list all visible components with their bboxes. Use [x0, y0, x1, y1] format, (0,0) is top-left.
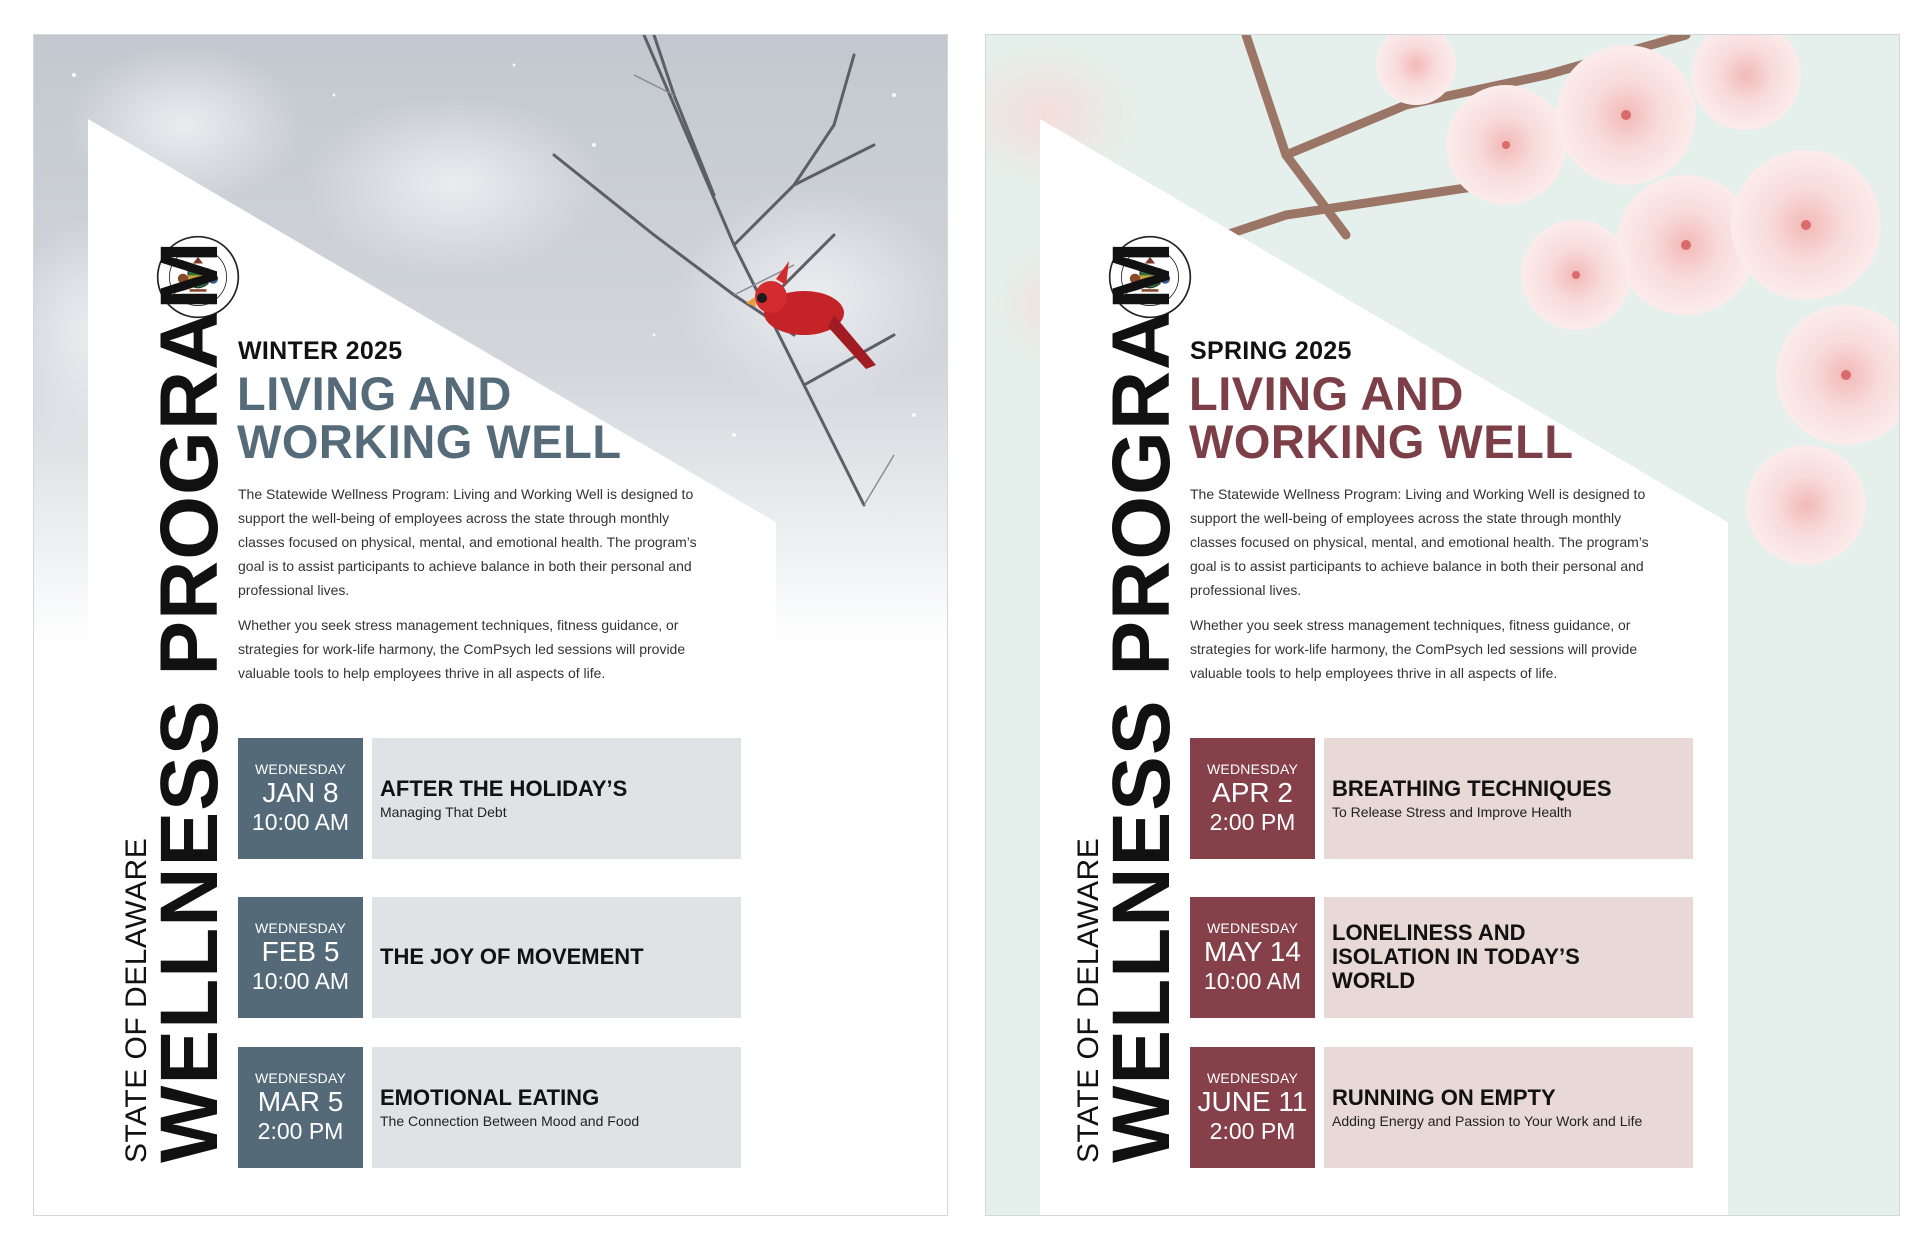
headline-line-1: LIVING AND — [1189, 367, 1464, 420]
event-weekday: WEDNESDAY — [255, 1070, 346, 1086]
event-title: EMOTIONAL EATING — [380, 1084, 600, 1110]
event-subtitle: Managing That Debt — [380, 803, 507, 820]
event-weekday: WEDNESDAY — [1207, 920, 1298, 936]
event-date: JAN 8 — [262, 777, 339, 808]
headline-line-2: WORKING WELL — [237, 415, 622, 468]
event-weekday: WEDNESDAY — [255, 761, 346, 777]
event-card — [238, 897, 741, 1018]
event-title: BREATHING TECHNIQUES — [1332, 775, 1612, 801]
event-weekday: WEDNESDAY — [1207, 761, 1298, 777]
event-title: LONELINESS AND ISOLATION IN TODAY’S WORLD — [1332, 919, 1580, 993]
headline — [237, 367, 622, 468]
event-title: RUNNING ON EMPTY — [1332, 1084, 1556, 1110]
event-date-box — [238, 897, 363, 1018]
event-info-box — [372, 1047, 741, 1168]
event-date: FEB 5 — [261, 936, 340, 967]
event-info-box — [1324, 897, 1693, 1018]
event-date: MAY 14 — [1203, 936, 1301, 967]
event-title: THE JOY OF MOVEMENT — [380, 943, 644, 969]
event-title: AFTER THE HOLIDAY’S — [380, 775, 628, 801]
season-label: SPRING 2025 — [1190, 337, 1352, 365]
event-subtitle: To Release Stress and Improve Health — [1332, 803, 1572, 820]
event-date-box — [1190, 1047, 1315, 1168]
intro-paragraph-1: The Statewide Wellness Program: Living and Working Well is designed to support the well-being of employees across the state through monthly classes focused on physical, mental, and emotional health. The program’s goal is to assist participants to achieve balance in both their personal and professional lives. — [238, 486, 697, 598]
event-info-box — [372, 738, 741, 859]
season-label: WINTER 2025 — [238, 337, 403, 365]
event-time: 10:00 AM — [251, 809, 350, 835]
event-date-box — [1190, 897, 1315, 1018]
event-date-box — [238, 738, 363, 859]
program-label: WELLNESS PROGRAM — [1096, 240, 1187, 1163]
headline — [1189, 367, 1574, 468]
event-time: 10:00 AM — [1203, 968, 1302, 994]
event-weekday: WEDNESDAY — [255, 920, 346, 936]
intro-paragraph-2: Whether you seek stress management techniques, fitness guidance, or strategies for work-life harmony, the ComPsych led sessions will provide valuable tools to help employees thrive in all aspects of life. — [238, 617, 686, 681]
spring-flyer — [986, 35, 1899, 1215]
event-card — [1190, 738, 1693, 859]
event-info-box — [1324, 738, 1693, 859]
intro-paragraph-2: Whether you seek stress management techniques, fitness guidance, or strategies for work-life harmony, the ComPsych led sessions will provide valuable tools to help employees thrive in all aspects of life. — [1190, 617, 1638, 681]
event-card — [238, 1047, 741, 1168]
event-info-box — [1324, 1047, 1693, 1168]
event-subtitle: Adding Energy and Passion to Your Work and Life — [1332, 1112, 1643, 1129]
event-date-box — [238, 1047, 363, 1168]
state-label: STATE OF DELAWARE — [1072, 837, 1105, 1163]
event-time: 2:00 PM — [1209, 1118, 1296, 1144]
event-time: 2:00 PM — [1209, 809, 1296, 835]
headline-line-2: WORKING WELL — [1189, 415, 1574, 468]
event-date-box — [1190, 738, 1315, 859]
event-card — [1190, 897, 1693, 1018]
event-weekday: WEDNESDAY — [1207, 1070, 1298, 1086]
event-card — [1190, 1047, 1693, 1168]
program-vertical-title — [120, 240, 235, 1163]
intro-paragraph-1: The Statewide Wellness Program: Living and Working Well is designed to support the well-being of employees across the state through monthly classes focused on physical, mental, and emotional health. The program’s goal is to assist participants to achieve balance in both their personal and professional lives. — [1190, 486, 1649, 598]
program-label: WELLNESS PROGRAM — [144, 240, 235, 1163]
event-time: 10:00 AM — [251, 968, 350, 994]
event-date: MAR 5 — [257, 1086, 344, 1117]
event-info-box — [372, 897, 741, 1018]
program-vertical-title — [1072, 240, 1187, 1163]
intro-text — [1190, 482, 1670, 696]
event-card — [238, 738, 741, 859]
state-label: STATE OF DELAWARE — [120, 837, 153, 1163]
event-date: APR 2 — [1212, 777, 1293, 808]
event-date: JUNE 11 — [1197, 1086, 1308, 1117]
intro-text — [238, 482, 718, 696]
event-time: 2:00 PM — [257, 1118, 344, 1144]
winter-flyer — [34, 35, 947, 1215]
event-subtitle: The Connection Between Mood and Food — [380, 1112, 640, 1129]
headline-line-1: LIVING AND — [237, 367, 512, 420]
